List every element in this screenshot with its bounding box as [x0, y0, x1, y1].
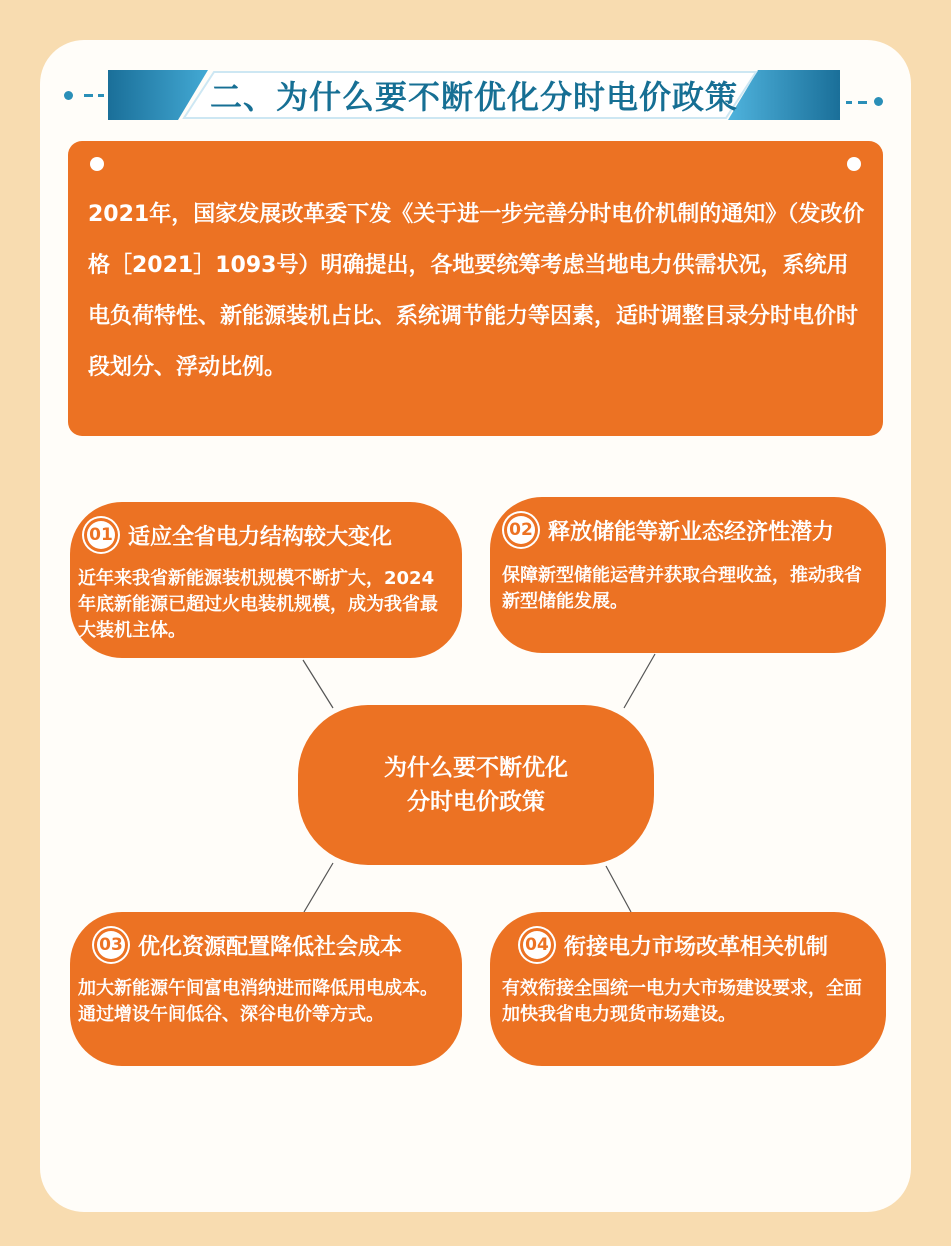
reason-body: 有效衔接全国统一电力大市场建设要求，全面加快我省电力现货市场建设。 — [502, 978, 862, 1025]
number-badge: 04 — [520, 928, 554, 962]
reason-card-header — [520, 928, 876, 962]
reason-body: 近年来我省新能源装机规模不断扩大，2024年底新能源已超过火电装机规模，成为我省最大装机主体。 — [78, 568, 438, 641]
reason-card-header — [504, 513, 876, 547]
number-badge: 01 — [84, 518, 118, 552]
reason-card-header — [84, 518, 452, 552]
reason-title: 适应全省电力结构较大变化 — [128, 524, 393, 550]
reason-title: 优化资源配置降低社会成本 — [138, 934, 403, 960]
reason-card-02 — [490, 497, 886, 653]
reason-body: 保障新型储能运营并获取合理收益，推动我省新型储能发展。 — [502, 565, 862, 612]
center-topic-line-1: 为什么要不断优化 — [384, 755, 568, 781]
reason-body: 加大新能源午间富电消纳进而降低用电成本。通过增设午间低谷、深谷电价等方式。 — [78, 978, 438, 1025]
intro-text: 2021年，国家发展改革委下发《关于进一步完善分时电价机制的通知》（发改价格［2021］1093号）明确提出，各地要统筹考虑当地电力供需状况，系统用电负荷特性、新能源装机占比、系统调节能力等因素，适时调整目录分时电价时段划分、浮动比例。 — [88, 202, 865, 380]
reason-title: 衔接电力市场改革相关机制 — [564, 934, 829, 960]
number-badge: 03 — [94, 928, 128, 962]
reason-card-03 — [70, 912, 462, 1066]
reason-card-01 — [70, 502, 462, 658]
reason-title: 释放储能等新业态经济性潜力 — [548, 519, 835, 545]
reason-card-04 — [490, 912, 886, 1066]
section-title: 二、为什么要不断优化分时电价政策 — [209, 78, 738, 116]
reason-card-header — [94, 928, 452, 962]
number-badge: 02 — [504, 513, 538, 547]
center-topic — [298, 705, 654, 865]
center-topic-line-2: 分时电价政策 — [407, 789, 545, 815]
